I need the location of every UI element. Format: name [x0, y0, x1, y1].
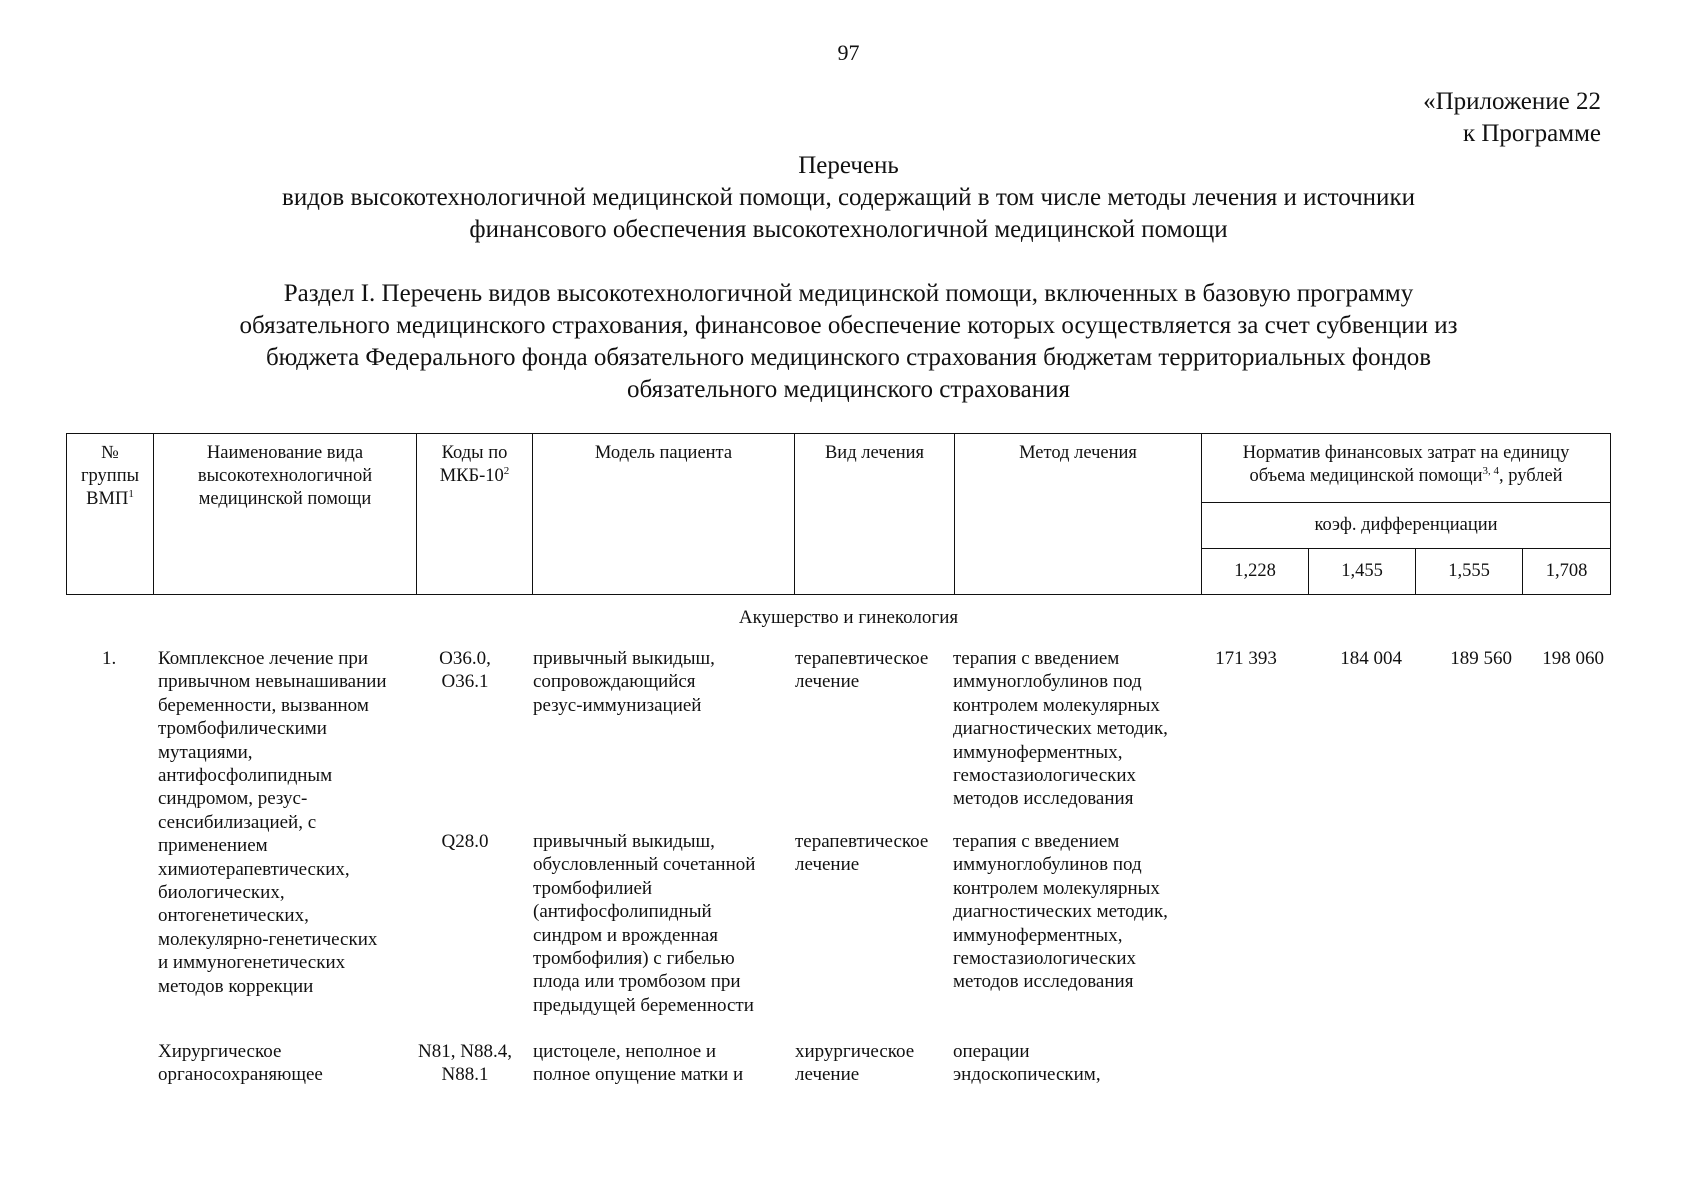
section-line: Раздел I. Перечень видов высокотехнологичной медицинской помощи, включенных в базовую программу [283, 280, 1414, 307]
row-patient-model: цистоцеле, неполное и полное опущение матки и [533, 1041, 744, 1086]
header-coef-value: 1,455 [1309, 549, 1416, 595]
section-line: обязательного медицинского страхования [626, 376, 1071, 403]
header-care-name: Наименование вида высокотехнологичной медицинской помощи [154, 434, 417, 595]
specialty-caption: Акушерство и гинекология [738, 607, 959, 628]
row-care-name: Комплексное лечение при привычном невынашивании беременности, вызванном тромбофилическими мутациями, антифосфолипидным синдромом, резус- сенсибилизацией, с применением химиотерапевтических, биологических, онтогенетических, молекулярно-генетических и иммуногенетических методов коррекции [158, 648, 387, 997]
header-coef-label: коэф. дифференциации [1202, 503, 1611, 549]
section-line: обязательного медицинского страхования, финансовое обеспечение которых осуществляется за счет субвенции из [239, 312, 1458, 339]
header-icd-codes: Коды по МКБ-$10^2$ [417, 434, 533, 595]
row-icd-codes: Q28.0 [441, 831, 489, 852]
header-coef-value: 1,228 [1202, 549, 1309, 595]
section-line: бюджета Федерального фонда обязательного медицинского страхования бюджетам территориальных фондов [265, 344, 1432, 371]
table-header [66, 433, 1611, 595]
appendix-note [1423, 86, 1601, 150]
row-treatment-method: терапия с введением иммуноглобулинов под контролем молекулярных диагностических методик, иммуноферментных, гемостазиологических методов исследования [953, 831, 1168, 993]
row-norm-value: 189 560 [1450, 648, 1512, 669]
row-norm-value: 171 393 [1215, 648, 1277, 669]
row-group-number: 1. [102, 648, 117, 669]
row-care-name: Хирургическое органосохраняющее [158, 1041, 323, 1086]
section-heading [0, 278, 1697, 406]
header-cost-norm: Норматив финансовых затрат на единицу объема медицинской помощи$^{3, 4}$, рублей [1202, 434, 1611, 503]
row-patient-model: привычный выкидыш, обусловленный сочетанной тромбофилией (антифосфолипидный синдром и врожденная тромбофилия) с гибелью плода или тромбозом при предыдущей беременности [533, 831, 756, 1016]
row-norm-value: 198 060 [1542, 648, 1604, 669]
row-treatment-method: операции эндоскопическим, [953, 1041, 1101, 1086]
row-icd-codes: О36.0, О36.1 [439, 648, 491, 693]
appendix-line: к Программе [1462, 120, 1601, 147]
row-treatment-type: терапевтическое лечение [795, 648, 929, 693]
title-line: Перечень [798, 152, 899, 179]
header-treatment-type: Вид лечения [795, 434, 955, 595]
header-treatment-method: Метод лечения [955, 434, 1202, 595]
appendix-line: «Приложение 22 [1423, 88, 1601, 115]
row-norm-value: 184 004 [1340, 648, 1402, 669]
title-line: финансового обеспечения высокотехнологичной медицинской помощи [469, 216, 1228, 243]
header-group-number: № группы ВМП$^1$ [67, 434, 154, 595]
row-treatment-type: хирургическое лечение [795, 1041, 915, 1086]
row-icd-codes: N81, N88.4, N88.1 [418, 1041, 512, 1086]
row-treatment-type: терапевтическое лечение [795, 831, 929, 876]
row-treatment-method: терапия с введением иммуноглобулинов под контролем молекулярных диагностических методик, иммуноферментных, гемостазиологических методов исследования [953, 648, 1168, 810]
document-title [0, 150, 1697, 246]
header-coef-value: 1,555 [1416, 549, 1523, 595]
title-line: видов высокотехнологичной медицинской помощи, содержащий в том числе методы лечения и источники [282, 184, 1415, 211]
header-coef-value: 1,708 [1523, 549, 1611, 595]
page-number: 97 [837, 40, 860, 65]
header-patient-model: Модель пациента [533, 434, 795, 595]
row-patient-model: привычный выкидыш, сопровождающийся резус-иммунизацией [533, 648, 715, 716]
